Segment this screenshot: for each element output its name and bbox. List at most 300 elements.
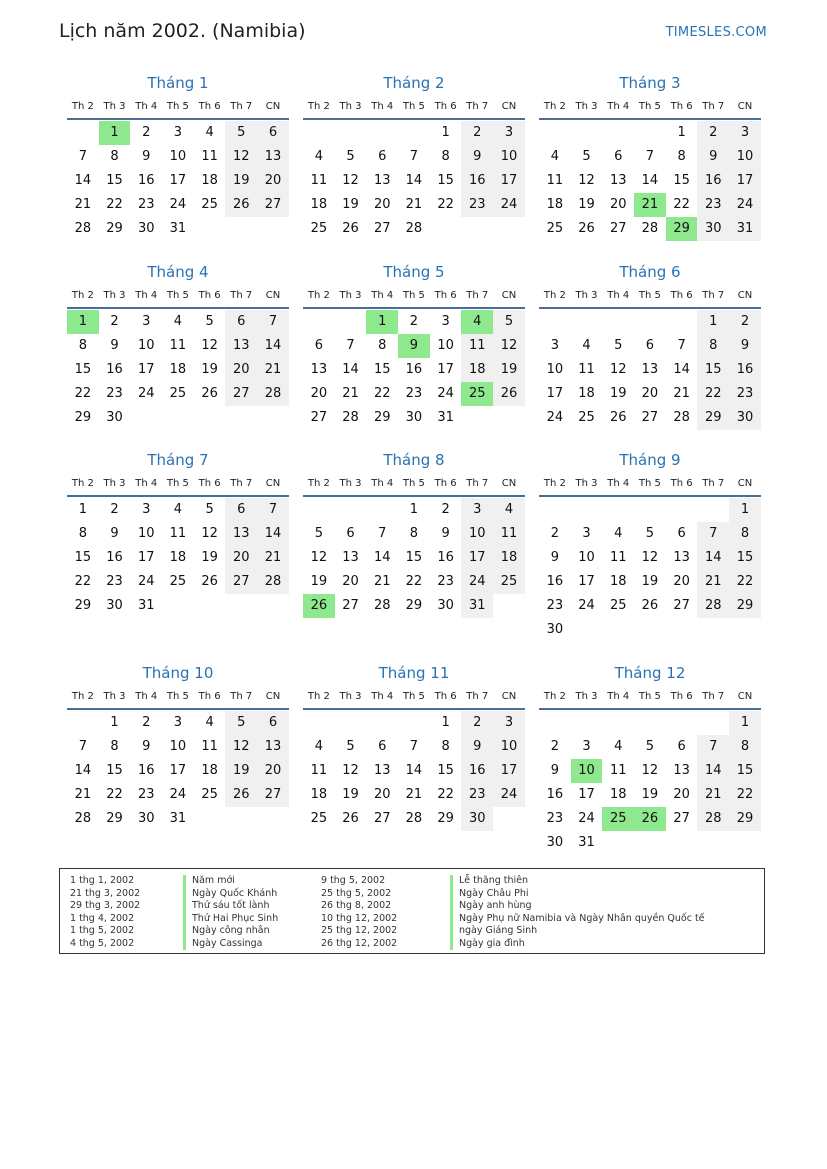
legend-holiday-name: Lễ thăng thiên <box>450 875 705 888</box>
day-cell: 30 <box>546 622 564 637</box>
legend-date: 25 thg 12, 2002 <box>321 925 398 936</box>
day-cell: 16 <box>546 574 564 589</box>
day-cell: 22 <box>437 197 454 212</box>
empty-cell <box>571 121 603 145</box>
legend-date: 1 thg 5, 2002 <box>70 925 135 936</box>
day-cell: 10 <box>169 149 187 164</box>
month-title: Tháng 12 <box>614 664 686 682</box>
weekday-header <box>303 471 525 497</box>
month-calendar <box>67 261 289 430</box>
site-link[interactable]: TIMESLES.COM <box>665 25 767 40</box>
day-cell: 5 <box>314 526 323 541</box>
empty-cell <box>366 121 398 145</box>
weekday-label: Th 5 <box>638 477 661 489</box>
day-cell: 27 <box>373 221 391 236</box>
weekday-header <box>67 94 289 120</box>
day-cell: 3 <box>582 739 591 754</box>
weekday-label: Th 3 <box>103 289 126 301</box>
day-cell: 18 <box>201 763 218 778</box>
day-cell: 26 <box>342 221 359 236</box>
day-cell: 21 <box>405 787 423 802</box>
day-cell: 6 <box>378 149 387 164</box>
weekday-label: Th 7 <box>466 477 489 489</box>
day-cell: 29 <box>106 221 123 236</box>
day-cell: 1 <box>729 711 761 735</box>
empty-cell <box>335 310 367 334</box>
day-cell: 21 <box>74 197 92 212</box>
day-cell: 6 <box>257 121 289 145</box>
day-cell: 30 <box>137 221 155 236</box>
weekday-label: Th 7 <box>702 100 725 112</box>
day-cell: 23 <box>137 787 155 802</box>
holiday-day-cell: 25 <box>461 382 493 406</box>
day-cell: 14 <box>257 522 289 546</box>
day-cell: 9 <box>697 145 729 169</box>
weekday-header <box>303 684 525 710</box>
day-cell: 28 <box>74 221 92 236</box>
month-calendar <box>67 662 289 831</box>
day-cell: 22 <box>405 574 423 589</box>
month-title: Tháng 5 <box>383 263 445 281</box>
legend-left-dates <box>70 875 140 950</box>
weekday-label: CN <box>265 289 281 301</box>
day-cell: 15 <box>405 550 423 565</box>
day-cell: 30 <box>697 217 729 241</box>
empty-cell <box>666 498 698 522</box>
day-cell: 29 <box>729 807 761 831</box>
day-cell: 6 <box>225 498 257 522</box>
month-calendar <box>539 72 761 241</box>
day-cell: 26 <box>225 193 257 217</box>
month-title: Tháng 2 <box>383 74 445 92</box>
weekday-label: Th 2 <box>307 690 330 702</box>
weekday-label: Th 5 <box>166 100 189 112</box>
day-cell: 12 <box>342 173 359 188</box>
day-cell: 3 <box>550 338 559 353</box>
day-cell: 9 <box>142 149 151 164</box>
day-cell: 19 <box>342 787 359 802</box>
empty-cell <box>366 711 398 735</box>
weekday-label: Th 2 <box>71 690 94 702</box>
day-grid <box>539 711 761 855</box>
day-cell: 30 <box>546 835 564 850</box>
day-cell: 26 <box>641 598 659 613</box>
day-cell: 7 <box>697 735 729 759</box>
day-cell: 7 <box>677 338 686 353</box>
legend-date: 21 thg 3, 2002 <box>70 887 141 899</box>
day-cell: 20 <box>310 386 328 401</box>
weekday-label: Th 5 <box>402 477 425 489</box>
day-cell: 12 <box>201 526 218 541</box>
day-cell: 23 <box>137 197 155 212</box>
day-cell: 6 <box>257 711 289 735</box>
day-cell: 31 <box>169 811 187 826</box>
day-cell: 12 <box>225 735 257 759</box>
month-calendar <box>67 72 289 241</box>
weekday-label: Th 2 <box>543 690 566 702</box>
day-cell: 11 <box>609 550 627 565</box>
day-cell: 4 <box>314 739 323 754</box>
day-cell: 30 <box>461 807 493 831</box>
legend-holiday-name: Ngày Phụ nữ Namibia và Ngày Nhân quyền Quốc tế <box>450 913 705 926</box>
day-cell: 28 <box>257 382 289 406</box>
day-cell: 23 <box>546 811 564 826</box>
weekday-label: Th 5 <box>402 690 425 702</box>
day-cell: 3 <box>493 711 525 735</box>
day-cell: 18 <box>493 546 525 570</box>
day-cell: 22 <box>106 787 123 802</box>
day-cell: 21 <box>697 783 729 807</box>
day-cell: 9 <box>461 735 493 759</box>
day-cell: 9 <box>550 763 559 778</box>
weekday-label: Th 2 <box>543 477 566 489</box>
day-cell: 23 <box>106 386 123 401</box>
day-cell: 28 <box>257 570 289 594</box>
weekday-label: Th 3 <box>575 690 598 702</box>
day-cell: 3 <box>582 526 591 541</box>
day-cell: 15 <box>437 173 454 188</box>
day-cell: 25 <box>201 787 218 802</box>
weekday-label: Th 2 <box>71 289 94 301</box>
day-cell: 9 <box>441 526 450 541</box>
day-cell: 1 <box>697 310 729 334</box>
day-cell: 2 <box>550 526 559 541</box>
empty-cell <box>602 121 634 145</box>
day-cell: 11 <box>609 763 627 778</box>
day-cell: 3 <box>173 715 183 730</box>
day-cell: 2 <box>142 125 151 140</box>
day-cell: 12 <box>225 145 257 169</box>
legend-holiday-name: Năm mới <box>183 875 278 888</box>
day-cell: 29 <box>106 811 123 826</box>
day-cell: 18 <box>578 386 595 401</box>
day-cell: 17 <box>169 173 187 188</box>
day-cell: 13 <box>673 763 690 778</box>
day-cell: 12 <box>578 173 595 188</box>
day-cell: 21 <box>405 197 423 212</box>
month-title: Tháng 3 <box>619 74 681 92</box>
day-cell: 1 <box>677 125 686 140</box>
legend-holiday-name: Ngày công nhân <box>183 925 278 938</box>
day-cell: 20 <box>225 546 257 570</box>
day-grid <box>67 121 289 241</box>
weekday-label: Th 3 <box>103 477 126 489</box>
empty-cell <box>335 498 367 522</box>
weekday-label: Th 6 <box>670 690 693 702</box>
weekday-label: Th 6 <box>434 690 457 702</box>
day-cell: 10 <box>461 522 493 546</box>
month-title: Tháng 1 <box>147 74 209 92</box>
legend-holiday-name: Ngày Cassinga <box>183 938 278 951</box>
holiday-day-cell: 25 <box>602 807 634 831</box>
weekday-label: Th 3 <box>575 477 598 489</box>
weekday-label: Th 3 <box>339 690 362 702</box>
day-cell: 17 <box>137 362 155 377</box>
weekday-label: Th 7 <box>702 690 725 702</box>
day-cell: 11 <box>169 338 187 353</box>
weekday-label: Th 3 <box>339 289 362 301</box>
day-cell: 20 <box>673 574 690 589</box>
day-cell: 20 <box>257 169 289 193</box>
day-cell: 15 <box>697 358 729 382</box>
weekday-label: Th 2 <box>307 477 330 489</box>
day-cell: 4 <box>205 715 214 730</box>
holiday-day-cell: 26 <box>303 594 335 618</box>
day-cell: 21 <box>257 358 289 382</box>
day-cell: 10 <box>729 145 761 169</box>
day-cell: 4 <box>173 502 183 517</box>
day-cell: 21 <box>673 386 690 401</box>
day-cell: 19 <box>225 759 257 783</box>
day-cell: 5 <box>346 149 355 164</box>
weekday-label: CN <box>265 690 281 702</box>
day-cell: 2 <box>110 502 119 517</box>
day-cell: 4 <box>314 149 323 164</box>
weekday-label: Th 4 <box>135 690 158 702</box>
day-cell: 18 <box>546 197 564 212</box>
day-cell: 6 <box>378 739 387 754</box>
day-cell: 2 <box>461 121 493 145</box>
month-title: Tháng 8 <box>383 451 445 469</box>
legend-date: 26 thg 12, 2002 <box>321 937 398 949</box>
day-cell: 27 <box>641 410 659 425</box>
day-cell: 10 <box>137 526 155 541</box>
day-cell: 19 <box>225 169 257 193</box>
empty-cell <box>539 310 571 334</box>
empty-cell <box>634 310 666 334</box>
day-cell: 24 <box>137 386 155 401</box>
empty-cell <box>666 711 698 735</box>
day-cell: 2 <box>697 121 729 145</box>
day-cell: 15 <box>729 546 761 570</box>
day-cell: 4 <box>493 498 525 522</box>
day-cell: 9 <box>729 334 761 358</box>
day-cell: 27 <box>673 598 690 613</box>
day-cell: 24 <box>461 570 493 594</box>
day-cell: 31 <box>437 410 454 425</box>
weekday-header <box>539 94 761 120</box>
day-cell: 15 <box>729 759 761 783</box>
legend-holiday-name: Ngày anh hùng <box>450 900 705 913</box>
day-cell: 27 <box>310 410 328 425</box>
month-title: Tháng 9 <box>619 451 681 469</box>
weekday-label: CN <box>501 477 517 489</box>
day-cell: 22 <box>74 386 92 401</box>
day-cell: 22 <box>697 382 729 406</box>
day-cell: 23 <box>461 193 493 217</box>
day-cell: 21 <box>697 570 729 594</box>
day-cell: 9 <box>110 526 119 541</box>
day-cell: 10 <box>578 550 595 565</box>
weekday-label: Th 5 <box>402 100 425 112</box>
weekday-label: Th 4 <box>607 100 630 112</box>
day-cell: 10 <box>546 362 564 377</box>
day-cell: 21 <box>373 574 391 589</box>
day-cell: 15 <box>673 173 690 188</box>
day-cell: 19 <box>493 358 525 382</box>
weekday-label: Th 7 <box>466 289 489 301</box>
day-cell: 14 <box>373 550 391 565</box>
month-title: Tháng 6 <box>619 263 681 281</box>
day-cell: 10 <box>137 338 155 353</box>
day-cell: 24 <box>578 598 595 613</box>
legend-date: 10 thg 12, 2002 <box>321 912 398 924</box>
weekday-label: Th 7 <box>230 100 253 112</box>
day-cell: 11 <box>310 763 328 778</box>
weekday-header <box>539 283 761 309</box>
day-cell: 12 <box>609 362 627 377</box>
weekday-label: Th 6 <box>670 477 693 489</box>
legend-holiday-name: Ngày gia đình <box>450 938 705 951</box>
day-cell: 20 <box>373 787 391 802</box>
weekday-label: CN <box>265 100 281 112</box>
month-calendar <box>67 449 289 618</box>
empty-cell <box>303 121 335 145</box>
day-cell: 21 <box>74 787 92 802</box>
legend-date: 1 thg 1, 2002 <box>70 875 135 886</box>
weekday-label: CN <box>501 289 517 301</box>
weekday-label: Th 2 <box>71 100 94 112</box>
day-cell: 22 <box>74 574 92 589</box>
day-cell: 7 <box>409 149 419 164</box>
weekday-label: Th 4 <box>371 289 394 301</box>
day-cell: 7 <box>409 739 419 754</box>
day-cell: 25 <box>493 570 525 594</box>
day-grid <box>67 310 289 430</box>
day-cell: 29 <box>437 811 454 826</box>
day-cell: 4 <box>550 149 559 164</box>
weekday-label: CN <box>737 690 753 702</box>
day-cell: 22 <box>106 197 123 212</box>
day-grid <box>303 711 525 831</box>
day-cell: 17 <box>137 550 155 565</box>
weekday-header <box>67 471 289 497</box>
day-cell: 16 <box>437 550 454 565</box>
weekday-label: CN <box>501 690 517 702</box>
day-cell: 28 <box>641 221 659 236</box>
weekday-label: Th 7 <box>230 477 253 489</box>
day-cell: 5 <box>205 314 214 329</box>
day-cell: 19 <box>201 362 218 377</box>
empty-cell <box>335 711 367 735</box>
weekday-label: Th 7 <box>702 289 725 301</box>
day-cell: 27 <box>609 221 627 236</box>
legend-holiday-name: Ngày Quốc Khánh <box>183 888 278 901</box>
day-cell: 7 <box>697 522 729 546</box>
weekday-label: Th 5 <box>166 289 189 301</box>
day-cell: 3 <box>173 125 183 140</box>
legend-date: 29 thg 3, 2002 <box>70 900 141 911</box>
legend-right-names <box>450 875 705 950</box>
day-cell: 23 <box>437 574 454 589</box>
day-cell: 16 <box>697 169 729 193</box>
day-cell: 8 <box>729 735 761 759</box>
day-cell: 25 <box>169 386 187 401</box>
day-cell: 25 <box>310 811 328 826</box>
day-cell: 8 <box>697 334 729 358</box>
day-cell: 21 <box>257 546 289 570</box>
day-cell: 19 <box>578 197 595 212</box>
day-cell: 14 <box>405 763 423 778</box>
weekday-label: Th 5 <box>638 289 661 301</box>
day-cell: 30 <box>137 811 155 826</box>
weekday-label: Th 2 <box>307 100 330 112</box>
day-cell: 23 <box>405 386 423 401</box>
legend-date: 1 thg 4, 2002 <box>70 912 135 924</box>
day-cell: 17 <box>493 169 525 193</box>
weekday-header <box>67 684 289 710</box>
day-cell: 13 <box>373 763 391 778</box>
day-cell: 6 <box>225 310 257 334</box>
weekday-label: Th 6 <box>670 289 693 301</box>
legend-date: 25 thg 5, 2002 <box>321 887 392 899</box>
day-cell: 27 <box>257 193 289 217</box>
day-cell: 1 <box>409 502 419 517</box>
day-cell: 13 <box>342 550 359 565</box>
day-cell: 27 <box>225 382 257 406</box>
day-cell: 28 <box>342 410 359 425</box>
empty-cell <box>571 711 603 735</box>
holiday-day-cell: 26 <box>634 807 666 831</box>
day-cell: 24 <box>437 386 454 401</box>
day-cell: 10 <box>493 145 525 169</box>
day-cell: 24 <box>169 197 187 212</box>
day-cell: 13 <box>225 522 257 546</box>
day-cell: 15 <box>373 362 391 377</box>
weekday-label: Th 5 <box>402 289 425 301</box>
day-cell: 24 <box>137 574 155 589</box>
day-cell: 13 <box>257 145 289 169</box>
day-cell: 2 <box>409 314 419 329</box>
weekday-label: CN <box>501 100 517 112</box>
weekday-label: Th 3 <box>103 690 126 702</box>
day-cell: 28 <box>405 811 423 826</box>
page-title: Lịch năm 2002. (Namibia) <box>59 20 306 42</box>
empty-cell <box>602 498 634 522</box>
day-grid <box>539 310 761 430</box>
day-cell: 20 <box>342 574 359 589</box>
day-cell: 29 <box>729 594 761 618</box>
holiday-day-cell: 29 <box>666 217 698 241</box>
day-cell: 18 <box>310 787 328 802</box>
day-cell: 5 <box>493 310 525 334</box>
holiday-day-cell: 1 <box>99 121 131 145</box>
month-calendar <box>539 261 761 430</box>
day-cell: 31 <box>578 835 595 850</box>
weekday-label: Th 6 <box>434 100 457 112</box>
legend-holiday-name: Thứ sáu tốt lành <box>183 900 278 913</box>
day-cell: 3 <box>461 498 493 522</box>
weekday-label: Th 5 <box>166 690 189 702</box>
day-cell: 28 <box>74 811 92 826</box>
day-cell: 26 <box>201 574 218 589</box>
weekday-label: Th 4 <box>371 477 394 489</box>
day-cell: 16 <box>137 173 155 188</box>
day-cell: 16 <box>729 358 761 382</box>
weekday-label: CN <box>265 477 281 489</box>
weekday-label: Th 4 <box>607 477 630 489</box>
day-cell: 11 <box>493 522 525 546</box>
day-cell: 20 <box>225 358 257 382</box>
day-cell: 30 <box>437 598 454 613</box>
day-cell: 31 <box>137 598 155 613</box>
day-cell: 13 <box>310 362 328 377</box>
day-cell: 16 <box>137 763 155 778</box>
day-cell: 17 <box>546 386 564 401</box>
month-calendar <box>303 449 525 618</box>
day-cell: 23 <box>106 574 123 589</box>
day-cell: 17 <box>437 362 454 377</box>
